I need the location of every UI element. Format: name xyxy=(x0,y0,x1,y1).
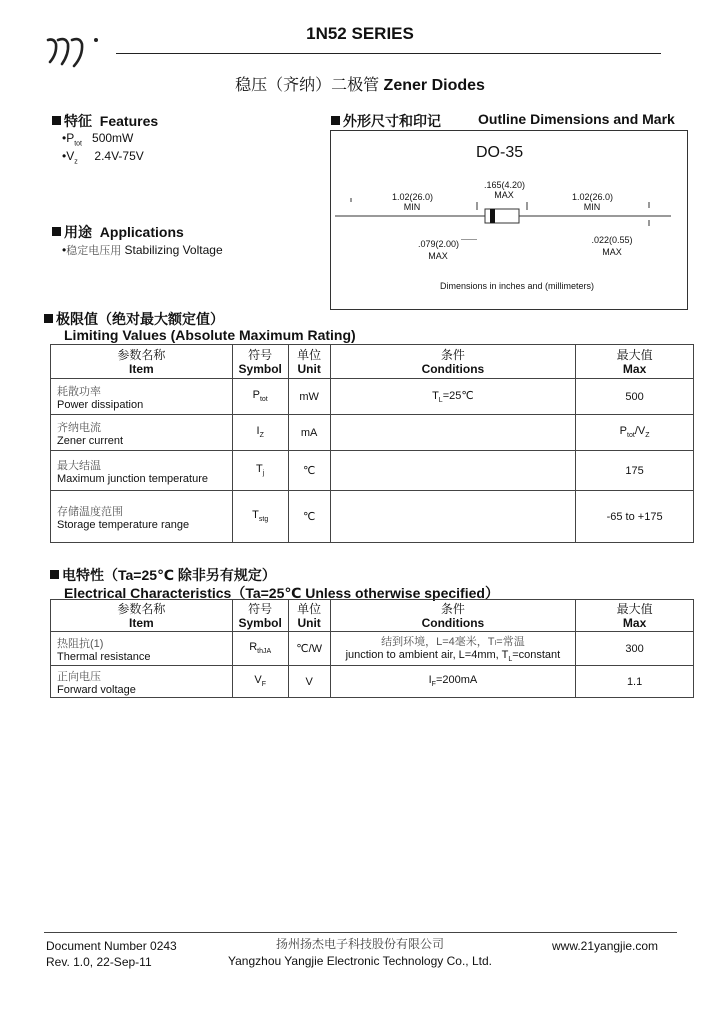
limiting-heading-en: Limiting Values (Absolute Maximum Rating) xyxy=(64,327,356,343)
unit-cell: ℃ xyxy=(288,491,330,543)
col-item-cn: 参数名称 xyxy=(117,601,166,616)
square-bullet-icon xyxy=(44,314,53,323)
conditions-cell xyxy=(330,632,576,666)
cond-en-sub: F xyxy=(431,681,436,689)
electrical-table xyxy=(50,599,694,698)
dim-left xyxy=(392,192,432,212)
max-cell: 175 xyxy=(576,451,694,491)
electrical-heading-cond-cn: （Ta=25℃ 除非另有规定） xyxy=(104,567,276,583)
cond-en-rest: =200mA xyxy=(435,674,478,687)
dim-body-label: MAX xyxy=(494,190,514,200)
symbol-sub: stg xyxy=(258,516,269,524)
cond-sub: L xyxy=(438,397,443,405)
max-sub: tot xyxy=(627,432,635,440)
cond-en: I xyxy=(428,674,432,687)
dim-lead xyxy=(590,234,634,258)
item-cell xyxy=(51,632,233,666)
symbol-sub: F xyxy=(261,681,266,689)
symbol: T xyxy=(256,463,263,476)
unit-cell: V xyxy=(288,666,330,698)
vz-value: 2.4V-75V xyxy=(94,149,144,163)
symbol-cell xyxy=(232,451,288,491)
dim-body-value: .165(4.20) xyxy=(484,180,526,190)
dim-diameter xyxy=(418,238,458,262)
table-header-row xyxy=(51,600,694,632)
col-unit xyxy=(288,600,330,632)
max-rest: /V xyxy=(634,425,646,438)
col-symbol-en: Symbol xyxy=(238,615,282,630)
dim-left-value: 1.02(26.0) xyxy=(392,192,434,202)
col-unit-cn: 单位 xyxy=(297,347,322,362)
table-row xyxy=(51,632,694,666)
footer-rule xyxy=(44,932,677,933)
symbol: V xyxy=(254,674,262,687)
dim-left-label: MIN xyxy=(403,202,421,212)
col-symbol xyxy=(232,600,288,632)
table-header-row xyxy=(51,345,694,379)
conditions-cell xyxy=(330,666,576,698)
company-name-cn: 扬州扬杰电子科技股份有限公司 xyxy=(275,937,444,951)
unit-cell: ℃/W xyxy=(288,632,330,666)
max-cell: 500 xyxy=(576,379,694,415)
package-name: DO-35 xyxy=(476,144,524,161)
table-row xyxy=(51,666,694,698)
page-subtitle xyxy=(0,72,720,95)
electrical-heading-cn-wrap xyxy=(50,565,276,585)
table-row xyxy=(51,415,694,451)
col-symbol-cn: 符号 xyxy=(248,347,273,362)
symbol-sub: tot xyxy=(259,396,268,404)
symbol-sub: thJA xyxy=(257,648,272,656)
col-unit-en: Unit xyxy=(297,361,321,376)
conditions-cell xyxy=(330,451,576,491)
limiting-heading-cn: 极限值（绝对最大额定值） xyxy=(56,311,224,327)
item-cn: 耗散功率 xyxy=(57,385,101,398)
item-en: Maximum junction temperature xyxy=(57,472,209,485)
dimensions-note: Dimensions in inches and (millimeters) xyxy=(440,281,595,291)
series-title: 1N52 SERIES xyxy=(306,24,414,43)
item-cn: 热阻抗(1) xyxy=(57,637,104,650)
col-unit xyxy=(288,345,330,379)
unit-cell: mW xyxy=(288,379,330,415)
ptot-sub: tot xyxy=(74,140,83,148)
electrical-heading-cond-en: （Ta=25℃ Unless otherwise specified） xyxy=(231,585,499,601)
electrical-heading-en: Electrical Characteristics xyxy=(64,585,232,601)
max-cell xyxy=(576,415,694,451)
item-cell xyxy=(51,666,233,698)
application-item: •稳定电压用 Stabilizing Voltage xyxy=(62,243,223,257)
item-cn: 正向电压 xyxy=(57,670,101,683)
applications-heading-en: Applications xyxy=(99,224,184,240)
max-cell: 1.1 xyxy=(576,666,694,698)
subtitle-en: Zener Diodes xyxy=(383,77,485,94)
symbol-sub: j xyxy=(262,470,265,478)
company-name-en: Yangzhou Yangjie Electronic Technology Co., Ltd. xyxy=(228,954,492,968)
col-max-cn: 最大值 xyxy=(616,601,653,616)
table-row xyxy=(51,379,694,415)
col-conditions-cn: 条件 xyxy=(440,601,465,616)
ptot-value: 500mW xyxy=(92,131,134,145)
col-max xyxy=(576,600,694,632)
item-cell xyxy=(51,491,233,543)
col-unit-en: Unit xyxy=(297,615,321,630)
item-en: Zener current xyxy=(57,434,124,447)
symbol-cell xyxy=(232,379,288,415)
symbol: I xyxy=(256,425,260,438)
symbol-cell xyxy=(232,415,288,451)
dim-diameter-value: .079(2.00) xyxy=(418,239,460,249)
header-rule xyxy=(116,53,661,54)
limiting-heading-cn-wrap xyxy=(44,309,224,329)
symbol-cell xyxy=(232,491,288,543)
conditions-cell xyxy=(330,491,576,543)
symbol: P xyxy=(252,389,260,402)
feature-ptot: $•P_{tot}$ 500mW xyxy=(62,131,134,148)
max-cell: 300 xyxy=(576,632,694,666)
dim-right xyxy=(572,192,612,212)
col-symbol xyxy=(232,345,288,379)
table-row xyxy=(51,451,694,491)
col-max-en: Max xyxy=(622,615,647,630)
col-max xyxy=(576,345,694,379)
conditions-cell xyxy=(330,415,576,451)
col-max-en: Max xyxy=(622,361,647,376)
square-bullet-icon xyxy=(331,116,340,125)
cond-en-sub: L xyxy=(508,656,513,664)
dim-body xyxy=(484,180,524,200)
item-cell xyxy=(51,379,233,415)
max-sub2: Z xyxy=(645,432,650,440)
symbol-cell xyxy=(232,632,288,666)
item-cell xyxy=(51,415,233,451)
item-cn: 齐纳电流 xyxy=(57,421,101,434)
unit-cell: mA xyxy=(288,415,330,451)
dim-diameter-label: MAX xyxy=(428,251,448,261)
cond-en: junction to ambient air, L=4mm, T xyxy=(345,649,509,662)
col-item xyxy=(51,600,233,632)
col-symbol-en: Symbol xyxy=(238,361,282,376)
dim-lead-label: MAX xyxy=(602,247,622,257)
item-en: Thermal resistance xyxy=(57,650,151,663)
features-heading xyxy=(52,111,158,131)
item-en: Forward voltage xyxy=(57,683,136,696)
col-item-en: Item xyxy=(129,615,154,630)
col-conditions xyxy=(330,345,576,379)
ptot-symbol: P xyxy=(66,131,75,145)
application-item-en: Stabilizing Voltage xyxy=(124,243,223,257)
square-bullet-icon xyxy=(50,570,59,579)
outline-heading-cn: 外形尺寸和印记 xyxy=(343,113,441,129)
symbol: T xyxy=(252,509,259,522)
cond: T xyxy=(432,389,439,402)
col-symbol-cn: 符号 xyxy=(248,601,273,616)
dim-lead-value: .022(0.55) xyxy=(591,235,633,245)
max: P xyxy=(619,425,628,438)
col-conditions-en: Conditions xyxy=(421,361,485,376)
doc-number: Document Number 0243 xyxy=(46,939,177,953)
dim-right-value: 1.02(26.0) xyxy=(572,192,614,202)
col-conditions xyxy=(330,600,576,632)
item-cn: 最大结温 xyxy=(57,459,101,472)
outline-heading-cn-wrap xyxy=(331,111,441,131)
limiting-values-table xyxy=(50,344,694,543)
symbol: R xyxy=(249,641,258,654)
dim-right-label: MIN xyxy=(583,202,601,212)
cond-rest: =25℃ xyxy=(442,389,474,402)
unit-cell: ℃ xyxy=(288,451,330,491)
vz-sub: z xyxy=(74,158,78,166)
col-item-en: Item xyxy=(129,361,154,376)
col-conditions-en: Conditions xyxy=(421,615,485,630)
col-item xyxy=(51,345,233,379)
symbol-cell xyxy=(232,666,288,698)
max-cell: -65 to +175 xyxy=(576,491,694,543)
features-heading-cn: 特征 xyxy=(64,113,92,129)
item-en: Power dissipation xyxy=(57,398,144,411)
item-en: Storage temperature range xyxy=(57,518,190,531)
col-conditions-cn: 条件 xyxy=(440,347,465,362)
table-row xyxy=(51,491,694,543)
col-item-cn: 参数名称 xyxy=(117,347,166,362)
cond-cn: 结到环境，L=4毫米，Tₗ=常温 xyxy=(381,636,525,649)
application-item-cn: 稳定电压用 xyxy=(66,245,122,257)
applications-heading-cn: 用途 xyxy=(64,224,92,240)
subtitle-cn: 稳压（齐纳）二极管 xyxy=(235,77,380,94)
feature-vz: $•V_z$ 2.4V-75V xyxy=(62,149,144,166)
symbol-sub: Z xyxy=(259,432,264,440)
conditions-cell xyxy=(330,379,576,415)
revision: Rev. 1.0, 22-Sep-11 xyxy=(46,955,152,969)
applications-heading xyxy=(52,222,184,242)
item-cn: 存储温度范围 xyxy=(57,505,123,518)
vz-symbol: V xyxy=(66,149,75,163)
cond-en-rest: =constant xyxy=(512,649,561,662)
electrical-heading-cn: 电特性 xyxy=(62,567,104,583)
square-bullet-icon xyxy=(52,116,61,125)
outline-heading-en: Outline Dimensions and Mark xyxy=(478,111,675,127)
square-bullet-icon xyxy=(52,227,61,236)
item-cell xyxy=(51,451,233,491)
features-heading-en: Features xyxy=(99,113,159,129)
website-link[interactable]: www.21yangjie.com xyxy=(552,939,659,953)
col-unit-cn: 单位 xyxy=(297,601,322,616)
col-max-cn: 最大值 xyxy=(616,347,653,362)
